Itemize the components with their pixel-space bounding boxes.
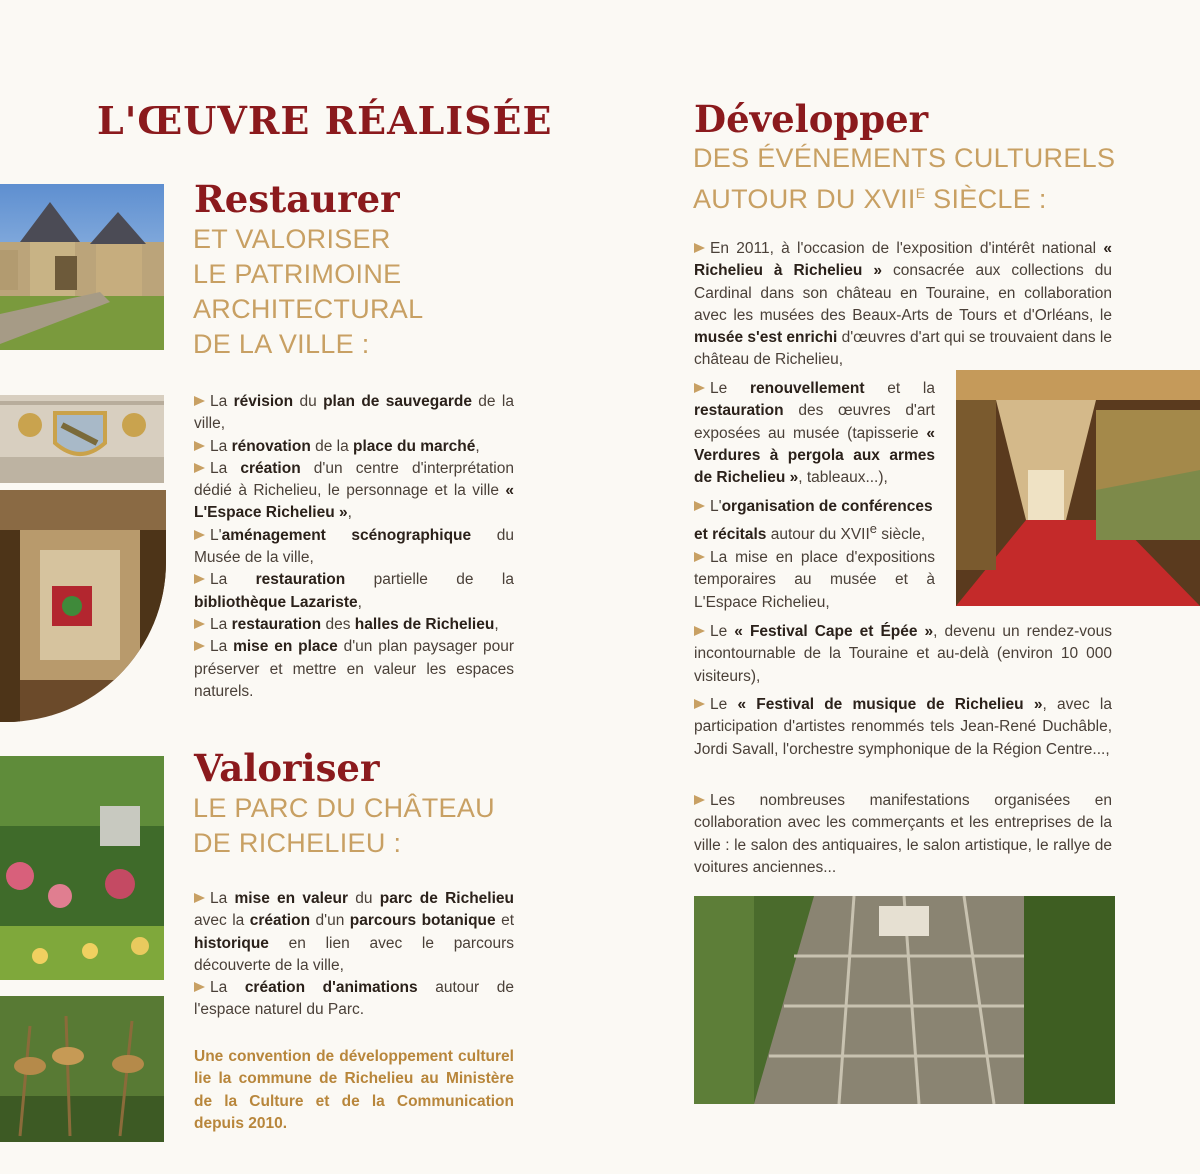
list-item: La mise en place d'un plan paysager pour préserver et mettre en valeur les espaces naturels. xyxy=(194,636,514,703)
list-item: Les nombreuses manifestations organisées en collaboration avec les commerçants et les entreprises de la ville : le salon des antiquaires, le salon artistique, le rallye de voitures anciennes... xyxy=(694,790,1112,879)
restaurer-subtitle xyxy=(193,222,423,362)
list-item: L'organisation de conférences et récitals autour du XVIIe siècle, xyxy=(694,496,944,547)
developper-item-5 xyxy=(694,621,1112,688)
page-title: L'ŒUVRE RÉALISÉE xyxy=(97,98,553,143)
list-item: La restauration partielle de la bibliothèque Lazariste, xyxy=(194,569,514,614)
developper-heading: Développer xyxy=(694,97,929,141)
restaurer-heading: Restaurer xyxy=(194,177,400,221)
rose-garden-photo xyxy=(0,756,164,980)
developper-subtitle-line: AUTOUR DU $XVII^E$ SIÈCLE : xyxy=(693,184,1047,214)
list-item: La rénovation de la place du marché, xyxy=(194,436,514,458)
developper-item-1 xyxy=(694,238,1112,372)
list-item: La mise en place d'expositions temporaires au musée et à L'Espace Richelieu, xyxy=(694,547,935,614)
developper-item-3 xyxy=(694,496,944,547)
developper-item-4 xyxy=(694,547,935,614)
gallery-tapestry-photo xyxy=(956,370,1200,606)
swords-photo xyxy=(0,996,164,1142)
valoriser-subtitle-line: LE PARC DU CHÂTEAU xyxy=(193,793,495,823)
restaurer-subtitle-line: LE PATRIMOINE xyxy=(193,259,402,289)
restaurer-subtitle-line: DE LA VILLE : xyxy=(193,329,370,359)
valoriser-heading: Valoriser xyxy=(194,746,380,790)
list-item: Le renouvellement et la restauration des œuvres d'art exposées au musée (tapisserie « Verdures à pergola aux armes de Richelieu », tableaux...), xyxy=(694,378,935,489)
valoriser-subtitle xyxy=(193,791,495,861)
list-item: Le « Festival Cape et Épée », devenu un rendez-vous incontournable de la Touraine et au-delà (environ 10 000 visiteurs), xyxy=(694,621,1112,688)
convention-note: Une convention de développement culturel lie la commune de Richelieu au Ministère de la Culture et de la Communication depuis 2010. xyxy=(194,1048,514,1132)
aerial-town-photo xyxy=(694,896,1115,1104)
developper-item-2 xyxy=(694,378,935,489)
restaurer-subtitle-line: ET VALORISER xyxy=(193,224,391,254)
list-item: En 2011, à l'occasion de l'exposition d'intérêt national « Richelieu à Richelieu » consacrée aux collections du Cardinal dans son château en Touraine, en collaboration avec les musées des Beaux-Arts de Tours et d'Orléans, le musée s'est enrichi d'œuvres d'art qui se trouvaient dans le château de Richelieu, xyxy=(694,238,1112,372)
developper-subtitle xyxy=(693,141,1115,217)
list-item: La mise en valeur du parc de Richelieu avec la création d'un parcours botanique et historique en lien avec le parcours découverte de la ville, xyxy=(194,888,514,977)
valoriser-subtitle-line: DE RICHELIEU : xyxy=(193,828,402,858)
list-item: La création d'animations autour de l'espace naturel du Parc. xyxy=(194,977,514,1022)
developper-item-6 xyxy=(694,694,1112,761)
list-item: La révision du plan de sauvegarde de la ville, xyxy=(194,391,514,436)
coat-of-arms-photo xyxy=(0,395,164,483)
list-item: Le « Festival de musique de Richelieu », avec la participation d'artistes renommés tels Jean-René Duchâble, Jordi Savall, l'orchestre symphonique de la Région Centre..., xyxy=(694,694,1112,761)
restaurer-list xyxy=(194,391,514,703)
valoriser-list xyxy=(194,888,514,1022)
list-item: La création d'un centre d'interprétation dédié à Richelieu, le personnage et la ville « L'Espace Richelieu », xyxy=(194,458,514,525)
developper-item-7 xyxy=(694,790,1112,879)
developper-subtitle-line: DES ÉVÉNEMENTS CULTURELS xyxy=(693,143,1116,173)
list-item: La restauration des halles de Richelieu, xyxy=(194,614,514,636)
castle-gate-photo xyxy=(0,184,164,350)
restaurer-subtitle-line: ARCHITECTURAL xyxy=(193,294,424,324)
museum-interior-photo xyxy=(0,490,166,722)
list-item: L'aménagement scénographique du Musée de la ville, xyxy=(194,525,514,570)
